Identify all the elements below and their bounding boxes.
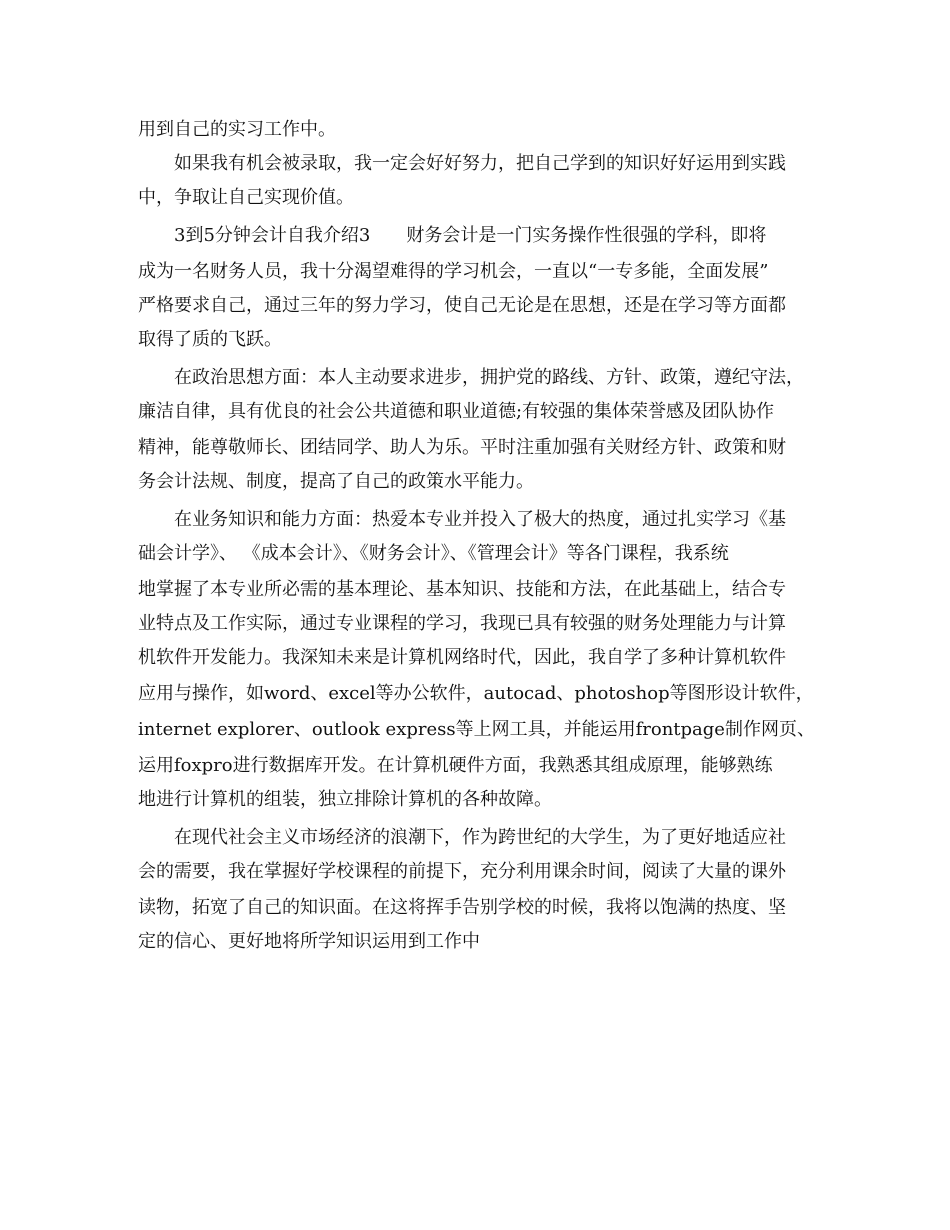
text-line-7: 取得了质的飞跃。 xyxy=(138,329,282,350)
text-line-19: 运用foxpro进行数据库开发。在计算机硬件方面，我熟悉其组成原理，能够熟练 xyxy=(138,755,773,776)
text-line-20: 地进行计算机的组装，独立排除计算机的各种故障。 xyxy=(138,789,552,810)
text-line-1: 用到自己的实习工作中。 xyxy=(138,119,336,140)
text-line-10: 精神，能尊敬师长、团结同学、助人为乐。平时注重加强有关财经方针、政策和财 xyxy=(138,437,786,458)
text-line-8: 在政治思想方面：本人主动要求进步，拥护党的路线、方针、政策，遵纪守法， xyxy=(174,367,804,388)
text-line-2: 如果我有机会被录取，我一定会好好努力，把自己学到的知识好好运用到实践 xyxy=(174,153,786,174)
text-line-22: 会的需要，我在掌握好学校课程的前提下，充分利用课余时间，阅读了大量的课外 xyxy=(138,861,786,882)
text-line-14: 地掌握了本专业所必需的基本理论、基本知识、技能和方法，在此基础上，结合专 xyxy=(138,579,786,600)
text-line-23: 读物，拓宽了自己的知识面。在这将挥手告别学校的时候，我将以饱满的热度、坚 xyxy=(138,897,786,918)
text-line-18: internet explorer、outlook express等上网工具，并能运用frontpage制作网页、 xyxy=(138,719,815,740)
text-line-9: 廉洁自律，具有优良的社会公共道德和职业道德;有较强的集体荣誉感及团队协作 xyxy=(138,401,775,422)
text-line-4: 3到5分钟会计自我介绍3 财务会计是一门实务操作性很强的学科，即将 xyxy=(174,225,767,246)
text-line-17: 应用与操作，如word、excel等办公软件，autocad、photoshop等图形设计软件， xyxy=(138,683,814,704)
text-line-3: 中，争取让自己实现价值。 xyxy=(138,187,354,208)
text-line-6: 严格要求自己，通过三年的努力学习，使自己无论是在思想，还是在学习等方面都 xyxy=(138,295,786,316)
text-line-5: 成为一名财务人员，我十分渴望难得的学习机会，一直以“一专多能，全面发展” xyxy=(138,261,769,282)
text-line-16: 机软件开发能力。我深知未来是计算机网络时代，因此，我自学了多种计算机软件 xyxy=(138,647,786,668)
text-line-12: 在业务知识和能力方面：热爱本专业并投入了极大的热度，通过扎实学习《基 xyxy=(174,509,786,530)
text-line-21: 在现代社会主义市场经济的浪潮下，作为跨世纪的大学生，为了更好地适应社 xyxy=(174,827,786,848)
text-line-11: 务会计法规、制度，提高了自己的政策水平能力。 xyxy=(138,471,534,492)
text-line-24: 定的信心、更好地将所学知识运用到工作中 xyxy=(138,931,480,952)
text-line-13: 础会计学》、 《成本会计》、《财务会计》、《管理会计》等各门课程，我系统 xyxy=(138,543,729,564)
text-line-15: 业特点及工作实际，通过专业课程的学习，我现已具有较强的财务处理能力与计算 xyxy=(138,613,786,634)
